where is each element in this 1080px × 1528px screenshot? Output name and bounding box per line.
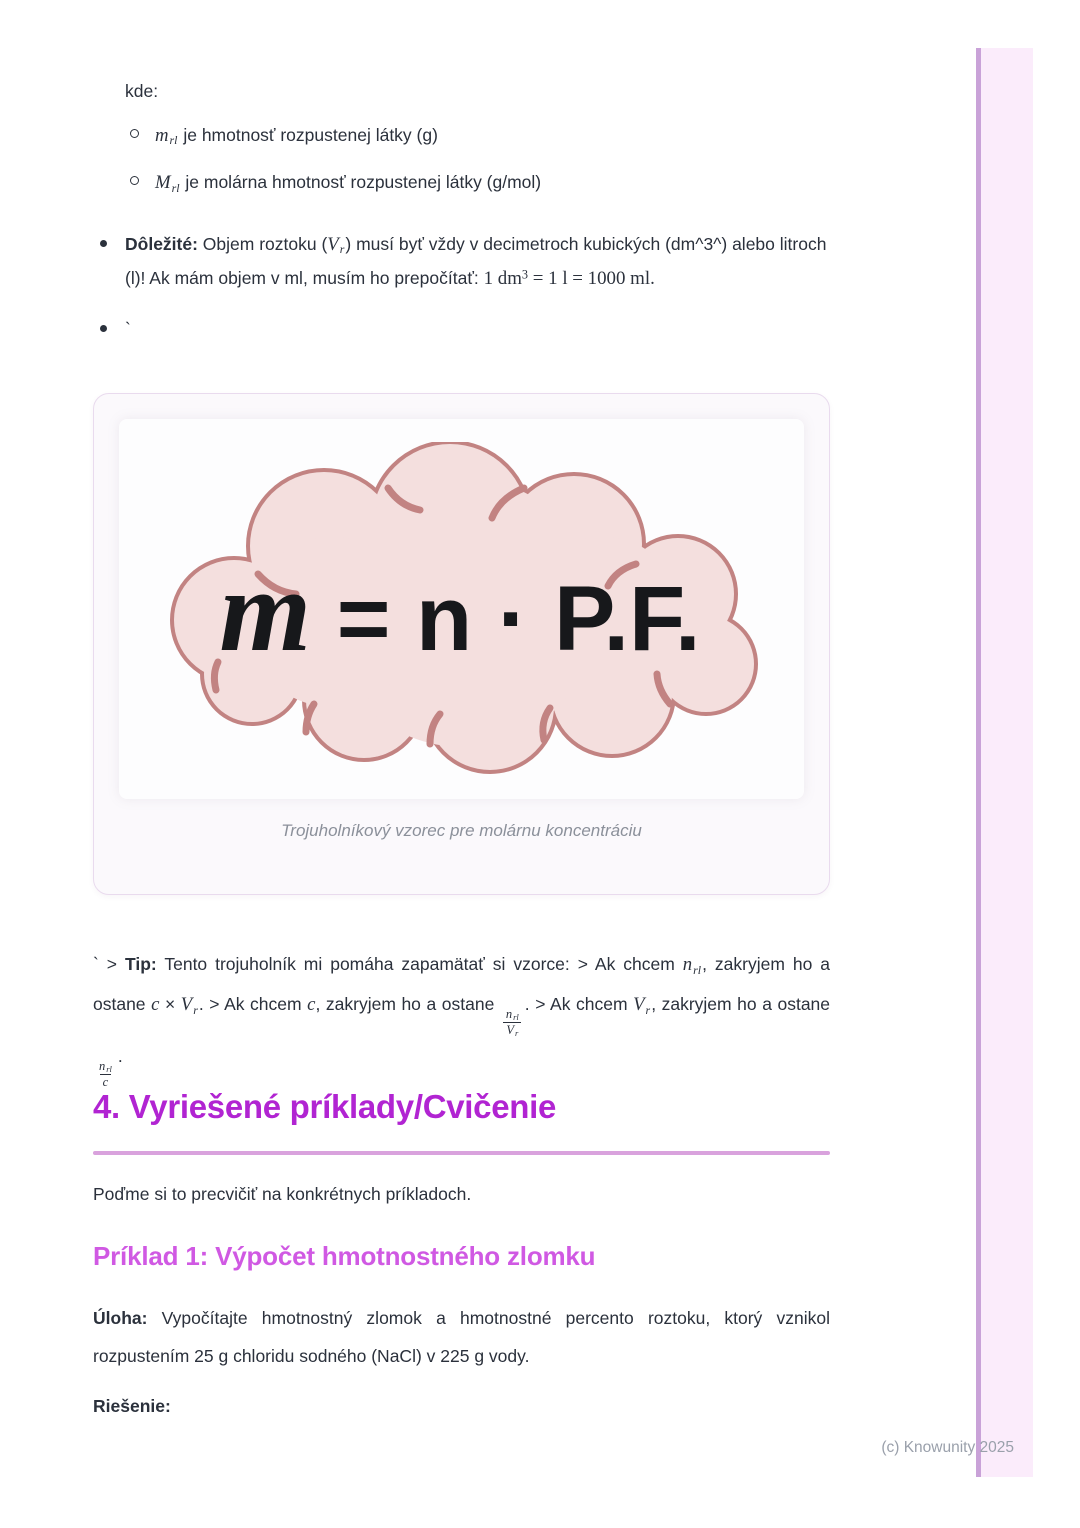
note-text: ) musí byť vždy v decimetroch kubických (dm^3^) alebo litroch (l)! Ak mám objem v ml, musím ho prepočítať: — [125, 233, 827, 289]
math-variable: n — [99, 1058, 106, 1073]
disc-bullet-icon — [100, 325, 107, 332]
formula-rest: = n · P.F. — [310, 568, 701, 670]
stray-backtick-item — [93, 313, 830, 345]
backtick-text: ` — [125, 319, 131, 340]
where-label: kde: — [125, 81, 159, 101]
cloud-formula-image[interactable] — [119, 419, 804, 799]
tip-text: . > Ak chcem — [198, 994, 308, 1015]
tip-text: . — [117, 1046, 123, 1067]
section-heading: 4. Vyriešené príklady/Cvičenie — [93, 1088, 557, 1125]
math-subscript: r — [339, 242, 345, 257]
math-subscript: rl — [169, 133, 178, 148]
math-subscript: r — [193, 1002, 198, 1017]
math-subscript: r — [645, 1002, 651, 1017]
tip-text: Tento trojuholník mi pomáha zapamätať si vzorce: > Ak chcem — [156, 954, 683, 974]
tip-label: Tip: — [124, 954, 157, 974]
section-divider — [93, 1151, 830, 1155]
math-variable: c — [102, 1074, 109, 1089]
task-text: Vypočítajte hmotnostný zlomok a hmotnostné percento roztoku, ktorý vznikol rozpustením 25 g chloridu sodného (NaCl) v 225 g vody. — [93, 1308, 830, 1366]
practice-intro: Poďme si to precvičiť na konkrétnych príkladoch. — [93, 1184, 472, 1204]
math-variable: M — [155, 172, 171, 194]
task-paragraph — [93, 1300, 830, 1376]
times-sign: × — [159, 994, 181, 1015]
tip-lead: ` > — [93, 954, 125, 974]
circle-bullet-icon — [130, 176, 139, 185]
fraction-numerator — [503, 1008, 522, 1022]
math-variable: V — [506, 1022, 514, 1037]
page-edge-accent-bar — [976, 48, 1033, 1477]
math-variable: V — [180, 994, 193, 1016]
math-subscript: r — [515, 1028, 519, 1039]
task-label: Úloha: — [93, 1308, 148, 1328]
circle-bullet-icon — [130, 129, 139, 138]
math-variable: V — [633, 994, 645, 1016]
important-note-text — [125, 228, 830, 298]
definition-item — [93, 122, 830, 150]
figure-card — [93, 393, 830, 895]
definition-item — [93, 169, 830, 197]
math-superscript: 3 — [521, 267, 529, 282]
math-variable: V — [327, 233, 339, 255]
math-text: 1 dm — [483, 268, 522, 290]
math-subscript: rl — [693, 962, 702, 977]
math-subscript: rl — [106, 1063, 112, 1074]
tip-paragraph — [93, 945, 830, 1089]
disc-bullet-icon — [100, 240, 107, 247]
solution-label: Riešenie: — [93, 1396, 171, 1416]
example-heading: Príklad 1: Výpočet hmotnostného zlomku — [93, 1241, 596, 1271]
math-text: = 1 l = 1000 ml. — [528, 268, 655, 290]
cloud-diagram — [142, 442, 782, 776]
fraction-denominator — [100, 1074, 112, 1089]
tip-text: , zakryjem ho a ostane — [651, 994, 831, 1015]
figure-caption: Trojuholníkový vzorec pre molárnu koncentráciu — [281, 821, 642, 840]
math-subscript: rl — [171, 180, 180, 195]
note-text: Objem roztoku ( — [197, 233, 328, 254]
important-note — [93, 228, 830, 298]
math-variable: c — [151, 994, 160, 1016]
fraction-denominator — [503, 1022, 521, 1038]
important-label: Dôležité: — [125, 233, 198, 254]
tip-text: . > Ak chcem — [524, 994, 634, 1015]
notes-content — [93, 0, 830, 1528]
definition-text: je molárna hmotnosť rozpustenej látky (g/mol) — [180, 172, 542, 193]
math-variable: c — [307, 994, 316, 1016]
tip-text: , zakryjem ho a ostane — [315, 994, 500, 1015]
definition-text: je hmotnosť rozpustenej látky (g) — [178, 124, 438, 145]
fraction-numerator — [96, 1060, 115, 1074]
definitions-block — [93, 80, 830, 346]
math-subscript: rl — [513, 1012, 519, 1023]
math-variable: m — [155, 124, 169, 146]
formula-variable-m: m — [218, 545, 311, 676]
math-variable: n — [505, 1006, 513, 1021]
copyright-footer: (c) Knowunity 2025 — [881, 1439, 1014, 1456]
math-variable: n — [682, 954, 693, 975]
tip-text: , zakryjem ho a ostane — [93, 954, 830, 1015]
fraction — [503, 1008, 522, 1038]
fraction — [96, 1060, 115, 1089]
